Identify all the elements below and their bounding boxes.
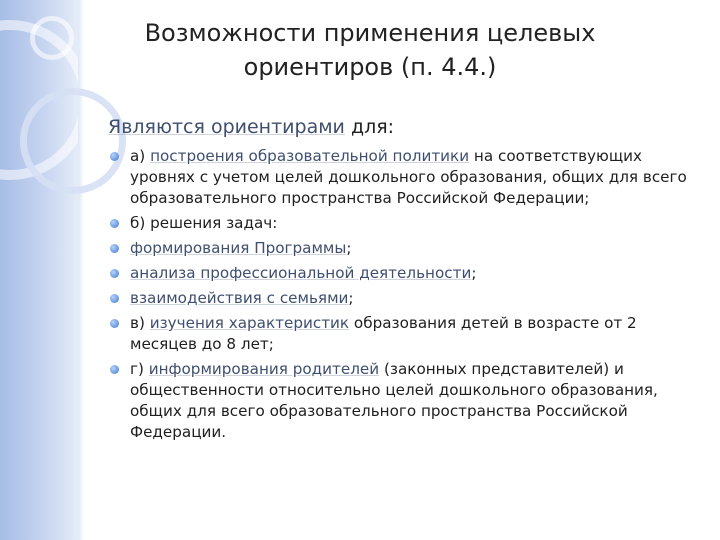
list-item [108,263,703,284]
list-item [108,288,703,309]
bullet-icon [110,365,119,374]
title-line-1: Возможности применения целевых [144,19,596,47]
lead-text [108,114,394,140]
decorative-side-band [0,0,78,540]
bullet-list [108,146,703,447]
list-item [108,213,703,234]
item-prefix: б) решения задач: [130,214,278,232]
item-prefix: а) [130,147,151,165]
list-item [108,238,703,259]
decorative-ring [30,16,74,60]
list-item [108,359,703,443]
item-accent: информирования родителей [148,360,380,378]
band-edge [78,0,84,540]
bullet-icon [110,269,119,278]
bullet-icon [110,244,119,253]
item-text: (законных представителей) и общественности относительно целей дошкольного образования, общих для всего образовательного пространства Российской Федерации. [130,360,658,441]
item-text: образования детей в возрасте от 2 месяцев до 8 лет; [130,314,637,353]
item-text: на соответствующих уровнях с учетом целей дошкольного образования, общих для всего образовательного пространства Российской Федерации; [130,147,687,207]
slide-title [110,16,630,84]
lead-accent: Являются ориентирами [108,116,345,138]
list-item [108,146,703,209]
item-accent: анализа профессиональной деятельности [130,264,472,282]
item-text: ; [471,264,477,282]
bullet-icon [110,152,119,161]
lead-rest: для: [344,116,395,138]
item-prefix: г) [130,360,149,378]
bullet-icon [110,219,119,228]
item-text: ; [346,239,352,257]
bullet-icon [110,319,119,328]
bullet-icon [110,294,119,303]
title-line-2: ориентиров (п. 4.4.) [243,53,497,81]
item-accent: изучения характеристик [149,314,350,332]
list-item [108,313,703,355]
item-prefix: в) [130,314,150,332]
item-accent: построения образовательной политики [150,147,470,165]
item-text: ; [348,289,354,307]
item-accent: формирования Программы [130,239,347,257]
item-accent: взаимодействия с семьями [130,289,349,307]
